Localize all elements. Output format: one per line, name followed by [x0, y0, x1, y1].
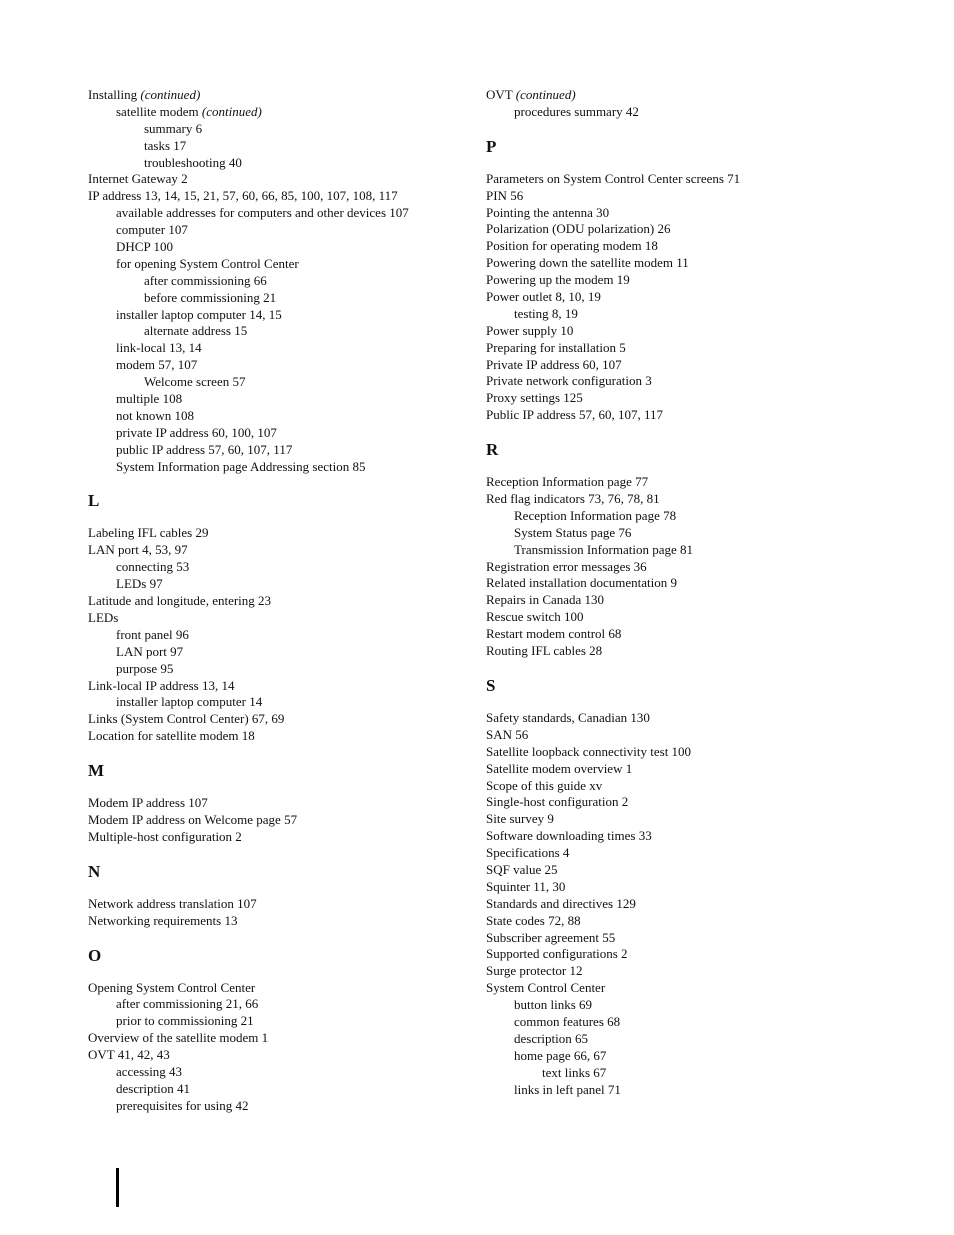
index-entry	[486, 744, 926, 761]
index-entry	[486, 862, 926, 879]
index-entry	[486, 221, 926, 238]
index-subentry	[88, 222, 528, 239]
index-entry-text: Surge protector 12	[486, 963, 583, 979]
index-subentry	[88, 644, 528, 661]
index-entry	[486, 340, 926, 357]
index-entry-text: Site survey 9	[486, 811, 554, 827]
index-entry	[486, 879, 926, 896]
index-subentry	[88, 323, 528, 340]
index-subentry	[88, 459, 528, 476]
index-subentry	[88, 104, 528, 121]
index-entry	[486, 272, 926, 289]
index-subentry	[486, 1014, 926, 1031]
index-entry-text: Powering down the satellite modem 11	[486, 255, 689, 271]
index-subentry	[88, 425, 528, 442]
index-letter-heading: O	[88, 945, 102, 965]
index-entry-text: SAN 56	[486, 726, 529, 742]
index-entry	[486, 896, 926, 913]
index-entry-text: Multiple-host configuration 2	[88, 828, 242, 844]
index-entry-text: Red flag indicators 73, 76, 78, 81	[486, 491, 660, 507]
index-entry-text: tasks 17	[144, 137, 187, 153]
index-entry-text: Polarization (ODU polarization) 26	[486, 221, 671, 237]
index-entry	[486, 609, 926, 626]
index-entry-text: SQF value 25	[486, 861, 558, 877]
index-entry-text: description 65	[514, 1030, 589, 1046]
index-entry-text: front panel 96	[116, 626, 189, 642]
index-entry	[486, 188, 926, 205]
index-entry-text: Labeling IFL cables 29	[88, 525, 209, 541]
index-entry-text: Reception Information page 78	[514, 507, 677, 523]
index-entry-text: link-local 13, 14	[116, 340, 202, 356]
index-entry	[88, 188, 528, 205]
index-letter-heading: S	[486, 675, 496, 695]
index-entry	[88, 980, 528, 997]
index-entry	[486, 373, 926, 390]
index-entry-text: troubleshooting 40	[144, 154, 242, 170]
index-entry-text: after commissioning 66	[144, 272, 267, 288]
continued-label: (continued)	[515, 87, 576, 102]
index-subentry	[88, 627, 528, 644]
index-entry-text: procedures summary 42	[514, 103, 639, 119]
index-entry	[486, 407, 926, 424]
index-entry-text: LEDs 97	[116, 576, 163, 592]
index-entry-text: installer laptop computer 14, 15	[116, 306, 282, 322]
index-entry-text: links in left panel 71	[514, 1081, 621, 1097]
index-entry-text: Modem IP address 107	[88, 795, 208, 811]
index-entry	[88, 593, 528, 610]
index-entry	[486, 238, 926, 255]
index-subentry	[486, 542, 926, 559]
index-subentry	[486, 1031, 926, 1048]
index-subentry	[88, 273, 528, 290]
index-subentry	[88, 1013, 528, 1030]
index-subentry	[88, 408, 528, 425]
index-entry-text: System Information page Addressing section 85	[116, 458, 366, 474]
index-entry	[486, 357, 926, 374]
index-letter-heading: N	[88, 861, 101, 881]
index-subentry	[486, 1065, 926, 1082]
index-column-left	[88, 87, 528, 1115]
index-subentry	[486, 104, 926, 121]
index-entry-text: Repairs in Canada 130	[486, 592, 605, 608]
index-entry	[486, 205, 926, 222]
index-entry	[486, 626, 926, 643]
index-subentry	[88, 442, 528, 459]
index-subentry	[486, 1082, 926, 1099]
margin-rule	[116, 1168, 119, 1207]
index-entry	[88, 711, 528, 728]
index-entry	[88, 542, 528, 559]
index-entry-text: Related installation documentation 9	[486, 575, 677, 591]
index-entry-text: Single-host configuration 2	[486, 794, 629, 810]
index-entry-text: Scope of this guide xv	[486, 777, 603, 793]
index-entry	[88, 1047, 528, 1064]
index-entry-text: Pointing the antenna 30	[486, 204, 610, 220]
index-entry-text: Latitude and longitude, entering 23	[88, 593, 272, 609]
index-entry	[486, 930, 926, 947]
index-entry-text: Safety standards, Canadian 130	[486, 709, 650, 725]
index-entry	[88, 1030, 528, 1047]
index-entry-text: Parameters on System Control Center screens 71	[486, 170, 741, 186]
index-entry	[88, 678, 528, 695]
index-entry-text: IP address 13, 14, 15, 21, 57, 60, 66, 85, 100, 107, 108, 117	[88, 188, 398, 204]
index-entry	[486, 559, 926, 576]
index-subentry	[88, 155, 528, 172]
index-letter-heading: M	[88, 761, 105, 781]
index-entry-text: Position for operating modem 18	[486, 238, 658, 254]
index-subentry	[486, 997, 926, 1014]
index-entry-text: description 41	[116, 1080, 191, 1096]
index-subentry	[88, 256, 528, 273]
index-entry	[88, 829, 528, 846]
index-subentry	[88, 559, 528, 576]
index-subentry	[88, 1064, 528, 1081]
index-entry-text: Private IP address 60, 107	[486, 356, 622, 372]
index-entry-text: Links (System Control Center) 67, 69	[88, 711, 285, 727]
index-entry-text: LEDs	[88, 609, 119, 625]
index-entry	[486, 980, 926, 997]
index-entry-text: Software downloading times 33	[486, 828, 652, 844]
index-subentry	[88, 694, 528, 711]
index-entry	[486, 323, 926, 340]
index-subentry	[88, 661, 528, 678]
index-letter-heading: P	[486, 136, 497, 156]
index-entry-text: Preparing for installation 5	[486, 339, 626, 355]
index-entry	[88, 812, 528, 829]
index-entry-text: Network address translation 107	[88, 895, 257, 911]
index-entry-text: testing 8, 19	[514, 305, 578, 321]
index-subentry	[88, 239, 528, 256]
index-entry-text: Power supply 10	[486, 322, 574, 338]
index-entry	[88, 610, 528, 627]
index-entry-text: Opening System Control Center	[88, 979, 256, 995]
index-entry	[88, 525, 528, 542]
index-entry-text: Squinter 11, 30	[486, 878, 566, 894]
index-entry-text: private IP address 60, 100, 107	[116, 424, 277, 440]
index-entry-text: home page 66, 67	[514, 1047, 607, 1063]
index-entry	[486, 474, 926, 491]
index-subentry	[88, 391, 528, 408]
index-entry	[486, 946, 926, 963]
index-subentry	[88, 1081, 528, 1098]
index-entry-text: Satellite loopback connectivity test 100	[486, 743, 692, 759]
index-subentry	[88, 357, 528, 374]
index-entry-text: after commissioning 21, 66	[116, 996, 259, 1012]
index-entry-text: computer 107	[116, 222, 188, 238]
index-entry-text: System Control Center	[486, 980, 606, 996]
index-entry	[88, 171, 528, 188]
index-subentry	[88, 138, 528, 155]
index-column-right	[486, 87, 926, 1098]
index-entry-text: OVT	[486, 87, 513, 102]
index-entry-text: Satellite modem overview 1	[486, 760, 633, 776]
index-subentry	[486, 525, 926, 542]
index-entry	[486, 963, 926, 980]
index-entry	[486, 255, 926, 272]
index-entry-text: Specifications 4	[486, 845, 570, 861]
index-entry-text: OVT 41, 42, 43	[88, 1047, 170, 1063]
index-entry-text: Welcome screen 57	[144, 374, 246, 390]
index-subentry	[486, 508, 926, 525]
index-entry-text: before commissioning 21	[144, 289, 277, 305]
index-entry-text: Standards and directives 129	[486, 895, 636, 911]
index-entry-text: Internet Gateway 2	[88, 171, 188, 187]
index-letter-heading: R	[486, 440, 499, 460]
continued-label: (continued)	[140, 87, 201, 102]
index-entry	[486, 727, 926, 744]
index-entry-text: available addresses for computers and other devices 107	[116, 205, 409, 221]
index-entry-text: button links 69	[514, 997, 593, 1013]
index-entry-text: modem 57, 107	[116, 357, 198, 373]
index-entry-text: Supported configurations 2	[486, 946, 628, 962]
index-entry-text: Power outlet 8, 10, 19	[486, 289, 601, 305]
index-entry-text: Networking requirements 13	[88, 912, 238, 928]
index-entry-text: Registration error messages 36	[486, 558, 647, 574]
index-entry-text: Routing IFL cables 28	[486, 643, 603, 659]
index-entry-text: Location for satellite modem 18	[88, 728, 255, 744]
index-entry-text: public IP address 57, 60, 107, 117	[116, 441, 293, 457]
index-entry	[88, 795, 528, 812]
index-entry	[88, 87, 528, 104]
index-entry-text: Transmission Information page 81	[514, 541, 693, 557]
index-entry-text: Restart modem control 68	[486, 626, 622, 642]
index-entry-text: State codes 72, 88	[486, 912, 581, 928]
index-entry-text: Rescue switch 100	[486, 609, 584, 625]
index-entry	[486, 778, 926, 795]
index-entry-text: common features 68	[514, 1013, 621, 1029]
index-subentry	[88, 307, 528, 324]
index-entry-text: Installing	[88, 87, 138, 102]
index-subentry	[88, 340, 528, 357]
index-entry	[486, 710, 926, 727]
index-subentry	[486, 1048, 926, 1065]
index-entry-text: Private network configuration 3	[486, 373, 652, 389]
index-entry-text: Modem IP address on Welcome page 57	[88, 811, 298, 827]
index-entry	[88, 728, 528, 745]
index-subentry	[88, 576, 528, 593]
index-entry	[88, 896, 528, 913]
index-subentry	[88, 1098, 528, 1115]
index-entry-text: Powering up the modem 19	[486, 272, 630, 288]
index-entry	[486, 761, 926, 778]
index-entry-text: LAN port 97	[116, 643, 184, 659]
index-entry	[486, 390, 926, 407]
index-entry	[486, 794, 926, 811]
index-entry	[486, 811, 926, 828]
index-entry-text: Proxy settings 125	[486, 390, 583, 406]
index-entry-text: alternate address 15	[144, 323, 248, 339]
continued-label: (continued)	[201, 103, 262, 119]
index-entry-text: prior to commissioning 21	[116, 1013, 254, 1029]
index-entry	[486, 592, 926, 609]
index-entry	[88, 913, 528, 930]
index-subentry	[88, 121, 528, 138]
index-subentry	[88, 205, 528, 222]
index-letter-heading: L	[88, 491, 100, 511]
index-entry-text: multiple 108	[116, 391, 183, 407]
index-entry-text: Subscriber agreement 55	[486, 929, 616, 945]
index-entry	[486, 575, 926, 592]
index-entry	[486, 845, 926, 862]
index-entry-text: text links 67	[542, 1064, 607, 1080]
index-entry-text: Public IP address 57, 60, 107, 117	[486, 407, 664, 423]
index-subentry	[88, 290, 528, 307]
index-entry-text: not known 108	[116, 407, 194, 423]
index-entry-text: Reception Information page 77	[486, 474, 649, 490]
index-entry	[486, 171, 926, 188]
index-subentry	[88, 996, 528, 1013]
index-entry-text: DHCP 100	[116, 239, 173, 255]
index-entry	[486, 289, 926, 306]
index-entry-text: purpose 95	[116, 660, 174, 676]
index-entry-text: accessing 43	[116, 1063, 183, 1079]
index-entry	[486, 491, 926, 508]
index-entry-text: connecting 53	[116, 559, 190, 575]
index-entry-text: Link-local IP address 13, 14	[88, 677, 235, 693]
index-entry-text: satellite modem	[116, 103, 199, 119]
index-entry-text: for opening System Control Center	[116, 255, 299, 271]
index-entry	[486, 828, 926, 845]
index-entry-text: prerequisites for using 42	[116, 1097, 249, 1113]
index-subentry	[486, 306, 926, 323]
index-subentry	[88, 374, 528, 391]
index-entry	[486, 913, 926, 930]
index-entry-text: PIN 56	[486, 187, 524, 203]
index-entry	[486, 87, 926, 104]
index-entry-text: Overview of the satellite modem 1	[88, 1030, 269, 1046]
index-entry-text: installer laptop computer 14	[116, 694, 263, 710]
index-entry-text: System Status page 76	[514, 524, 632, 540]
index-entry-text: LAN port 4, 53, 97	[88, 542, 188, 558]
index-entry	[486, 643, 926, 660]
index-entry-text: summary 6	[144, 120, 203, 136]
